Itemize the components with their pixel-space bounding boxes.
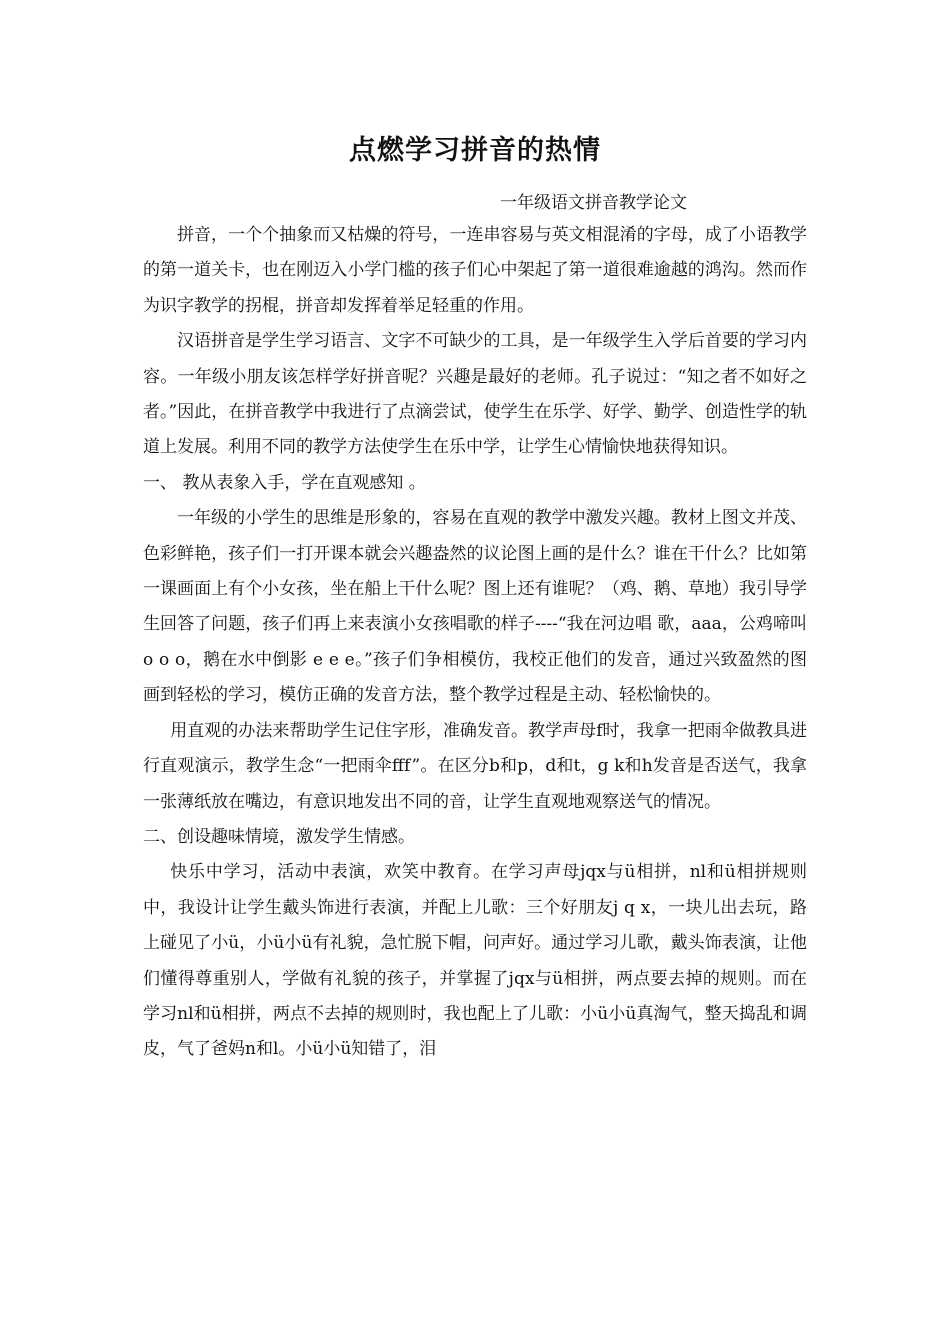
document-title: 点燃学习拼音的热情 bbox=[349, 135, 601, 166]
paragraph-visual-teaching: 一年级的小学生的思维是形象的，容易在直观的教学中激发兴趣。教材上图文并茂、色彩鲜艳，孩子们一打开课本就会兴趣盎然的议论图上画的是什么？谁在干什么？比如第一课画面上有个小女孩，坐在船上干什么呢？图上还有谁呢？（鸡、鹅、草地）我引导学生回答了问题，孩子们再上来表演小女孩唱歌的样子----“我在河边唱 歌，aaa，公鸡啼叫 o o o，鹅在水中倒影 e e e。”孩子们争相模仿，我校正他们的发音，通过兴致盈然的图画到轻松的学习，模仿正确的发音方法，整个教学过程是主动、轻松愉快的。 bbox=[143, 508, 807, 706]
section-heading-2: 二、创设趣味情境，激发学生情感。 bbox=[143, 826, 415, 847]
document-body bbox=[143, 218, 807, 1068]
section-heading-1: 一、 教从表象入手，学在直观感知 。 bbox=[143, 472, 426, 493]
paragraph-intro: 拼音，一个个抽象而又枯燥的符号，一连串容易与英文相混淆的字母，成了小语教学的第一道关卡，也在刚迈入小学门槛的孩子们心中架起了第一道很难逾越的鸿沟。然而作为识字教学的拐棍，拼音却发挥着举足轻重的作用。 bbox=[143, 225, 807, 316]
paragraph-fun-context: 快乐中学习，活动中表演，欢笑中教育。在学习声母jqx与ü相拼，nl和ü相拼规则中，我设计让学生戴头饰进行表演，并配上儿歌：三个好朋友j q x，一块儿出去玩，路上碰见了小ü，小ü小ü有礼貌，急忙脱下帽，问声好。通过学习儿歌，戴头饰表演，让他们懂得尊重别人，学做有礼貌的孩子，并掌握了jqx与ü相拼，两点要去掉的规则。而在学习nl和ü相拼，两点不去掉的规则时，我也配上了儿歌：小ü小ü真淘气，整天捣乱和调皮，气了爸妈n和l。小ü小ü知错了，泪 bbox=[143, 862, 807, 1060]
paragraph-visual-methods: 用直观的办法来帮助学生记住字形，准确发音。教学声母f时，我拿一把雨伞做教具进行直观演示，教学生念“一把雨伞fff”。在区分b和p，d和t，g k和h发音是否送气，我拿一张薄纸放在嘴边，有意识地发出不同的音，让学生直观地观察送气的情况。 bbox=[143, 720, 807, 812]
paragraph-pinyin-importance: 汉语拼音是学生学习语言、文字不可缺少的工具，是一年级学生入学后首要的学习内容。一年级小朋友该怎样学好拼音呢？兴趣是最好的老师。孔子说过：“知之者不如好之者。”因此，在拼音教学中我进行了点滴尝试，使学生在乐学、好学、勤学、创造性学的轨道上发展。利用不同的教学方法使学生在乐中学，让学生心情愉快地获得知识。 bbox=[143, 331, 807, 458]
document-subtitle: 一年级语文拼音教学论文 bbox=[500, 193, 687, 213]
